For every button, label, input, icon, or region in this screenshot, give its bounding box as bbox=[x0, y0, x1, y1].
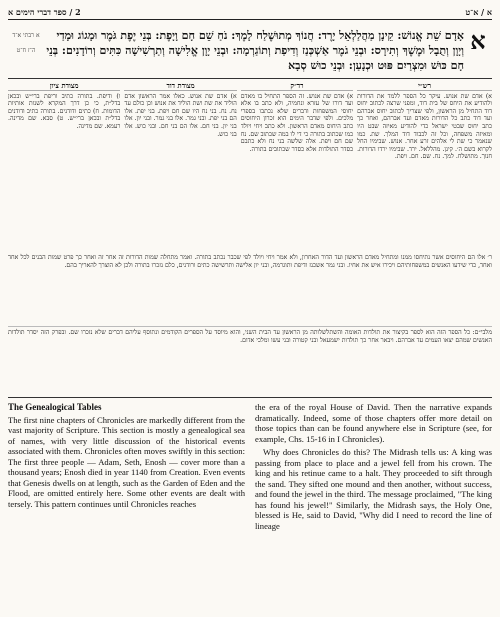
header-book-title: 2 / ספר דברי הימים א bbox=[8, 6, 81, 17]
wide-commentary: ר׳ אלו הם היחוסים אשר נתיחסו ממנו ומתחיל מאדם הראשון ועד הדור האחרון, ולא אמר ויחי ויולד לפי שכבר נכתב בתורה. ואמר מתחלה שמות הדורות זה אחר זה ואחר כך פרט שמות הבנים לכל אחד ואחד, כדי שידעו האנשים במשפחותיהם ויכירו איש את אחיו. ובני גמר אשכנז ודיפת ותוגרמה, ובני יון אלישה ותרשישה כתים ורודנים, כלם נזכרו בתורה ולכן לא הוצרך להאריך בהם. bbox=[8, 254, 492, 269]
radak-text: א) אדם שת אנוש. זה הספר התחיל בו מאדם ועד דורו של עזרא ונחמיה, ולא כתב בו אלא יחוסי המשפחות ודברים שלא נכתבו בספרי מלכים. ולפי שדבר הימים הוא זכרון היחוסים כתב היחוס מאדם הראשון. ולא כתב ויחי ויולד כמו שכתוב בתורה כי די לו במה שכתוב שם. נח שם חם ויפת. אלה שלשה בני נח ולא כתבם כסדר התולדות אלא כסדר שכתובים בתורה. bbox=[240, 92, 354, 153]
english-commentary bbox=[8, 402, 492, 611]
english-paragraph: the era of the royal House of David. Then the narrative expands dramatically. Indeed, some of those chapters offer more detail on those topics than can be found anywhere else in Scripture (see, for example, Chs. 15-16 in I Chronicles). bbox=[255, 402, 492, 444]
english-divider bbox=[8, 397, 492, 398]
english-heading: The Genealogical Tables bbox=[8, 402, 102, 412]
english-column-left bbox=[8, 402, 245, 611]
wide-commentary-secondary: מלבי״ם: כל הספר הזה הוא לספר בקיצור את תולדות האומה והשתלשלותה מן הראשון עד הבית השני, והוא מיוסד על הספרים הקודמים ונתוסף עליהם דברים שלא נזכרו שם. ובפרק הזה יסדר תולדות האנשים שמהם יצאו העמים עד אברהם. ויבאר אחר כך תולדות ישמעאל ובני קטורה ובני עשו ומלכי אדום. bbox=[8, 326, 492, 385]
masoretic-notes: א רבתי א־ד ה־ז ח־ט bbox=[12, 32, 40, 54]
large-initial-letter: א bbox=[470, 26, 486, 55]
mezudat-zion-title: מצודת ציון bbox=[8, 82, 120, 91]
rashi-title: רש״י bbox=[357, 82, 492, 91]
mezudat-zion-column bbox=[8, 82, 120, 252]
english-paragraph: Why does Chronicles do this? The Midrash tells us: A king was passing from place to place and a jewel fell from his crown. The king and his retinue came to a halt. They proceeded to sift through the sand. They sifted one mound and then another, without success, and found the jewel in the third. The message proclaimed, "The king has found his jewel!" Similarly, the Midrash says, the Holy One, blessed is He, said to David, "Why did I need to record the line of lineage bbox=[255, 447, 492, 531]
verse-block bbox=[8, 28, 492, 73]
english-paragraph: The first nine chapters of Chronicles are markedly different from the vast majority of Scripture. This section is mostly a genealogical sea of names, with very little discussion of the historical events associated with them. Chronicles often moves swiftly in this section: The first three people — Adam, Seth, Enosh — cover more than a thousand years; Enosh died in year 1140 from Creation. Even events that Genesis dwells on at length, such as the Garden of Eden and the Flood, are omitted entirely here. Some other events are dealt with tersely. This pattern continues until Chronicles reaches bbox=[8, 414, 245, 509]
radak-title: רד״ק bbox=[241, 82, 353, 91]
header-chapter-verse: א / א־ט bbox=[465, 6, 492, 17]
mezudat-david-title: מצודת דוד bbox=[124, 82, 236, 91]
scripture-text: אָדָם שֵׁת אֱנוֹשׁ: קֵינָן מַהֲלַלְאֵל יָרֶד: חֲנוֹךְ מְתוּשֶׁלַח לָמֶךְ: נֹחַ שֵׁם חָם וָיָפֶת: בְּנֵי יֶפֶת גֹּמֶר וּמָגוֹג וּמָדַי וְיָוָן וְתֻבָל וּמֶשֶׁךְ וְתִירָס: וּבְנֵי גֹמֶר אַשְׁכְּנַז וְדִיפַת וְתוֹגַרְמָה: וּבְנֵי יָוָן אֱלִישָׁה וְתַרְשִׁישָׁה כִּתִּים וְרוֹדָנִים: בְּנֵי חָם כּוּשׁ וּמִצְרַיִם פּוּט וּכְנָעַן: וּבְנֵי כוּשׁ סְבָא bbox=[46, 29, 464, 72]
radak-column bbox=[241, 82, 353, 252]
rashi-text: א) אדם שת אנוש. עיקר כל הספר ללמד את הדורות ולהודיע את היחס של בית דוד, ומפני שרצה לכתוב יחוס דוד התחיל מן הראשון, ולפי שצריך לכתוב יחוס אברהם ועד דוד כתב כל הדורות מאדם ועד אברהם, ואחר כך כתב יחוס שבטי ישראל כדי להודיע מאיזה שבט היו ומאיזה משפחה, וכל זה לכבוד דוד המלך. שת. כמו שנאמר כי שת לי אלהים זרע אחר. אנוש. שבימיו החל לקרוא בשם ה׳. קינן. מהללאל. ירד. שבימיו ירדו הדורות. חנוך. מתושלח. למך. נח. שם. חם. ויפת. bbox=[357, 92, 492, 161]
rashi-column bbox=[357, 82, 492, 252]
mezudat-david-column bbox=[124, 82, 236, 252]
english-column-right bbox=[255, 402, 492, 611]
divider bbox=[8, 78, 492, 79]
running-header bbox=[8, 4, 492, 20]
page bbox=[8, 4, 492, 613]
mezudat-david-text: א) אדם שת אנוש. כאלו אמר הראשון אדם הוליד את שת ושת הוליד את אנוש וכן כולם עד נח. נח. בני נח היו שם חם ויפת. בני יפת. אלו הם בני יפת. ובני גמר. אלו בני גמר. ובני יון. אלו בני יון. בני חם. אלו הם בני חם. ובני כוש. אלו בני כוש. bbox=[124, 92, 237, 138]
commentary-columns bbox=[8, 82, 492, 252]
mezudat-zion-text: ו) ודיפת. בתורה כתיב וריפת ברי״ש ובכאן בדל״ת, כי כן דרך המקרא לשנות אותיות הדומות. ח) כתים ודודנים. בתורה כתיב ודודנים בדל״ת ובכאן ברי״ש. ט) סבא. שם מדינה. רעמא. שם מדינה. bbox=[8, 92, 121, 130]
